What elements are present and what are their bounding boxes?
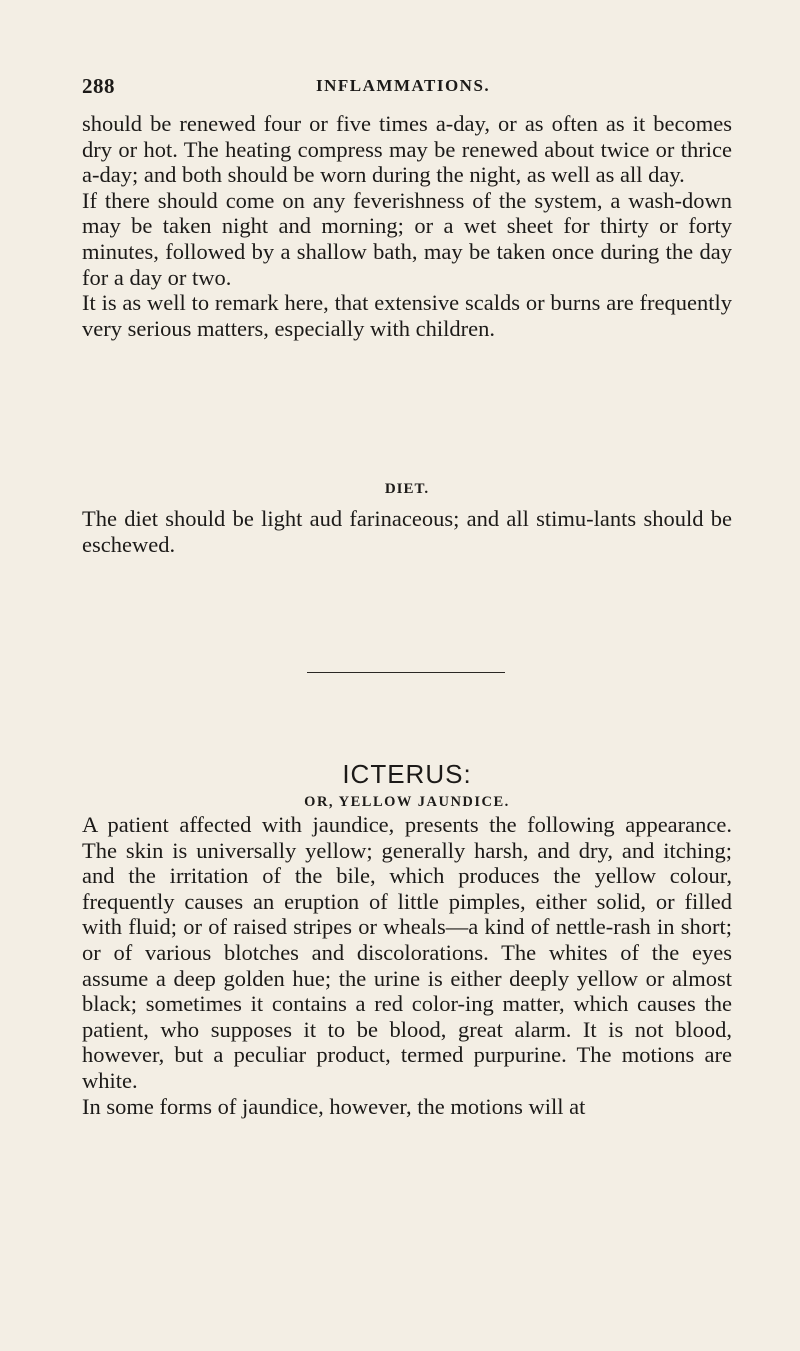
running-title: INFLAMMATIONS. xyxy=(316,76,491,95)
opening-text-block xyxy=(82,111,732,341)
section-subtitle: OR, YELLOW JAUNDICE. xyxy=(304,794,510,810)
page-header xyxy=(82,74,732,104)
paragraph: should be renewed four or five times a-day, or as often as it becomes dry or hot. The heating compress may be renewed about twice or thrice a-day; and both should be worn during the night, as well as all day. xyxy=(82,111,732,188)
paragraph: If there should come on any feverishness of the system, a wash-down may be taken night and morning; or a wet sheet for thirty or forty minutes, followed by a shallow bath, may be taken once during the day for a day or two. xyxy=(82,187,732,290)
section-title: ICTERUS: xyxy=(342,759,472,789)
paragraph: A patient affected with jaundice, presents the following appearance. The skin is universally yellow; generally harsh, and dry, and itching; and the irritation of the bile, which produces the yellow colour, frequently causes an eruption of little pimples, either solid, or filled with fluid; or of raised stripes or wheals—a kind of nettle-rash in short; or of various blotches and discolorations. The whites of the eyes assume a deep golden hue; the urine is either deeply yellow or almost black; sometimes it contains a red color-ing matter, which causes the patient, who supposes it to be blood, great alarm. It is not blood, however, but a peculiar product, termed purpurine. The motions are white. xyxy=(82,812,732,1093)
paragraph: The diet should be light aud farinaceous; and all stimu-lants should be eschewed. xyxy=(82,506,732,557)
section-divider xyxy=(307,672,505,673)
diet-heading: DIET. xyxy=(384,481,430,497)
icterus-text-block xyxy=(82,812,732,1119)
page-number: 288 xyxy=(82,74,115,98)
paragraph: It is as well to remark here, that extensive scalds or burns are frequently very serious matters, especially with children. xyxy=(82,290,732,341)
paragraph: In some forms of jaundice, however, the motions will at xyxy=(82,1093,586,1119)
diet-text-block xyxy=(82,506,732,557)
